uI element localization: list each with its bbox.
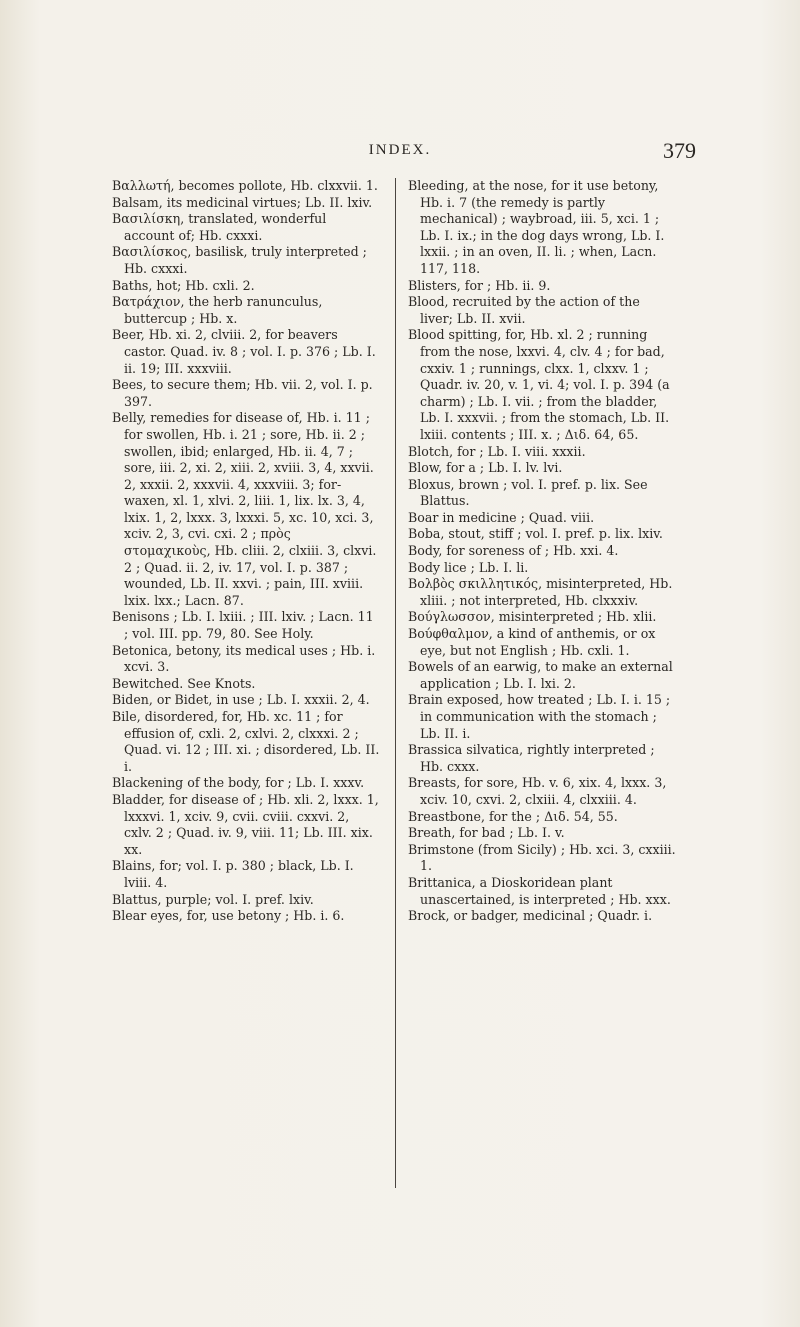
index-entry: Brock, or badger, medicinal ; Quadr. i.: [408, 908, 653, 924]
index-entry: Brassica silvatica, rightly interpreted ; Hb. cxxx.: [408, 742, 655, 774]
index-entry: Βούγλωσσον, misinterpreted ; Hb. xlii.: [408, 609, 657, 625]
column-rule: [395, 178, 396, 1188]
index-entry: Benisons ; Lb. I. lxiii. ; III. lxiv. ; Lacn. 11 ; vol. III. pp. 79, 80. See Holy.: [112, 609, 374, 642]
index-columns: [112, 178, 702, 1278]
index-entry: Blear eyes, for, use betony ; Hb. i. 6.: [112, 908, 345, 924]
right-column: [408, 178, 676, 925]
index-entry: Breasts, for sore, Hb. v. 6, xix. 4, lxxx. 3, xciv. 10, cxvi. 2, clxiii. 4, clxxiii. 4.: [408, 775, 667, 807]
index-entry: Bleeding, at the nose, for it use betony, Hb. i. 7 (the remedy is partly mechanical) ; waybroad, iii. 5, xci. 1 ; Lb. I. ix.; in the dog days wrong, Lb. I. lxxii. ; in an oven, II. li. ; when, Lacn. 117, 118.: [408, 178, 665, 276]
index-entry: Blattus, purple; vol. I. pref. lxiv.: [112, 891, 314, 907]
index-entry: Breastbone, for the ; Διδ. 54, 55.: [408, 808, 618, 824]
index-entry: Belly, remedies for disease of, Hb. i. 11 ; for swollen, Hb. i. 21 ; sore, Hb. ii. 2 ; swollen, ibid; enlarged, Hb. ii. 4, 7 ; sore, iii. 2, xi. 2, xiii. 2, xviii. 3, 4, xxvii. 2, xxxii. 2, xxxvii. 4, xxxviii. 3; for-waxen, xl. 1, xlvi. 2, liii. 1, lix. lx. 3, 4, lxix. 1, 2, lxxx. 3, lxxxi. 5, xc. 10, xci. 3, xciv. 2, 3, cvi. cxi. 2 ; πρὸς στομαχικοὺς, Hb. cliii. 2, clxiii. 3, clxvi. 2 ; Quad. ii. 2, iv. 17, vol. I. p. 387 ; wounded, Lb. II. xxvi. ; pain, III. xviii. lxix. lxx.; Lacn. 87.: [112, 410, 377, 608]
page-number: 379: [663, 138, 696, 163]
index-entry: Baths, hot; Hb. cxli. 2.: [112, 277, 255, 293]
index-entry: Bile, disordered, for, Hb. xc. 11 ; for effusion of, cxli. 2, cxlvi. 2, clxxxi. 2 ; Quad. vi. 12 ; III. xi. ; disordered, Lb. II. i.: [112, 709, 380, 774]
index-entry: Blains, for; vol. I. p. 380 ; black, Lb. I. lviii. 4.: [112, 858, 354, 890]
index-entry: Bewitched. See Knots.: [112, 675, 256, 691]
index-entry: Biden, or Bidet, in use ; Lb. I. xxxii. 2, 4.: [112, 692, 370, 708]
index-entry: Βατράχιον, the herb ranunculus, buttercup ; Hb. x.: [112, 294, 323, 326]
index-entry: Bloxus, brown ; vol. I. pref. p. lix. See Blattus.: [408, 476, 648, 509]
index-entry: Blood, recruited by the action of the liver; Lb. II. xvii.: [408, 294, 640, 326]
index-entry: Brimstone (from Sicily) ; Hb. xci. 3, cxxiii. 1.: [408, 841, 676, 874]
index-entry: Brain exposed, how treated ; Lb. I. i. 15 ; in communication with the stomach ; Lb. II. i.: [408, 692, 671, 741]
index-entry: Blood spitting, for, Hb. xl. 2 ; running from the nose, lxxvi. 4, clv. 4 ; for bad, cxxiv. 1 ; runnings, clxx. 1, clxxv. 1 ; Quadr. iv. 20, v. 1, vi. 4; vol. I. p. 394 (a charm) ; Lb. I. vii. ; from the bladder, Lb. I. xxxvii. ; from the stomach, Lb. II. lxiii. contents ; III. x. ; Διδ. 64, 65.: [408, 327, 670, 442]
index-entry: Boar in medicine ; Quad. viii.: [408, 509, 595, 525]
index-entry: Βαλλωτή, becomes pollote, Hb. clxxvii. 1.: [112, 178, 378, 193]
index-entry: Brittanica, a Dioskoridean plant unascertained, is interpreted ; Hb. xxx.: [408, 874, 671, 907]
index-entry: Beer, Hb. xi. 2, clviii. 2, for beavers castor. Quad. iv. 8 ; vol. I. p. 376 ; Lb. I. ii. 19; III. xxxviii.: [112, 327, 376, 376]
index-entry: Βασιλίσκος, basilisk, truly interpreted ; Hb. cxxxi.: [112, 244, 367, 276]
index-entry: Blow, for a ; Lb. I. lv. lvi.: [408, 460, 563, 476]
index-entry: Blackening of the body, for ; Lb. I. xxxv.: [112, 775, 365, 791]
index-entry: Bees, to secure them; Hb. vii. 2, vol. I. p. 397.: [112, 377, 373, 409]
index-entry: Βασιλίσκη, translated, wonderful account of; Hb. cxxxi.: [112, 211, 327, 243]
index-entry: Bladder, for disease of ; Hb. xli. 2, lxxx. 1, lxxxvi. 1, xciv. 9, cvii. cviii. cxxvi. 2, cxlv. 2 ; Quad. iv. 9, viii. 11; Lb. III. xix. xx.: [112, 791, 379, 857]
index-entry: Boba, stout, stiff ; vol. I. pref. p. lix. lxiv.: [408, 526, 663, 542]
index-entry: Breath, for bad ; Lb. I. v.: [408, 825, 565, 841]
index-entry: Blisters, for ; Hb. ii. 9.: [408, 277, 551, 293]
index-entry: Blotch, for ; Lb. I. viii. xxxii.: [408, 443, 586, 459]
index-entry: Balsam, its medicinal virtues; Lb. II. lxiv.: [112, 194, 373, 210]
index-entry: Body, for soreness of ; Hb. xxi. 4.: [408, 543, 619, 559]
index-entry: Body lice ; Lb. I. li.: [408, 559, 529, 575]
index-entry: Βολβὸς σκιλλητικός, misinterpreted, Hb. xliii. ; not interpreted, Hb. clxxxiv.: [408, 576, 673, 608]
index-entry: Βούφθαλμον, a kind of anthemis, or ox eye, but not English ; Hb. cxli. 1.: [408, 626, 656, 658]
page-header: [0, 136, 800, 166]
index-entry: Betonica, betony, its medical uses ; Hb. i. xcvi. 3.: [112, 642, 376, 675]
index-entry: Bowels of an earwig, to make an external application ; Lb. I. lxi. 2.: [408, 659, 673, 691]
left-column: [112, 178, 380, 925]
running-head: INDEX.: [368, 142, 432, 158]
